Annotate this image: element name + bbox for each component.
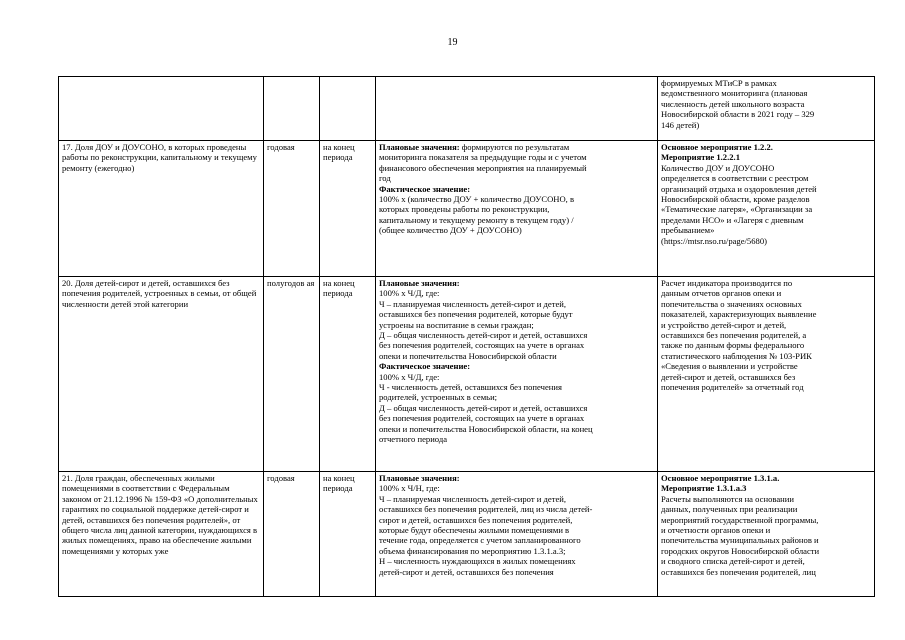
- method-line: [379, 288, 654, 298]
- table-row: [59, 141, 875, 277]
- method-line-text: Н – численность нуждающихся в жилых помещениях: [379, 556, 576, 567]
- measure-line: пределами НСО» и «Лагеря с дневным: [661, 214, 804, 225]
- method-line-text: Д – общая численность детей-сирот и детей, оставшихся: [379, 330, 588, 341]
- method-line: [379, 299, 654, 309]
- measure-line: 146 детей): [661, 119, 700, 130]
- method-line-heading: Плановые значения:: [379, 278, 460, 288]
- measure-line: «Сведения о выявлении и устройстве: [661, 361, 798, 372]
- method-line: [379, 382, 654, 392]
- measure-line: данным отчетов органов опеки и: [661, 288, 782, 299]
- method-line-text: оставшихся без попечения родителей, которые будут: [379, 309, 573, 320]
- method-line-text: формируются по результатам: [459, 142, 570, 152]
- indicator-text: 20. Доля детей-сирот и детей, оставшихся без попечения родителей, устроенных в семьи, от общей численности детей этой категории: [62, 278, 257, 309]
- measure-line: пребыванием»: [661, 225, 715, 236]
- measure-line: городских округов Новосибирской области: [661, 545, 820, 556]
- method-line: [379, 434, 654, 444]
- method-line-text: отчетного периода: [379, 434, 448, 445]
- periodicity-cell: [264, 77, 320, 141]
- method-line: [379, 424, 654, 434]
- measure-line: (https://mtsr.nso.ru/page/5680): [661, 235, 767, 246]
- method-line: [379, 351, 654, 361]
- method-line: [379, 340, 654, 350]
- method-line: [379, 361, 654, 371]
- measure-line: Мероприятие 1.3.1.а.3: [661, 483, 747, 494]
- method-line: [379, 556, 654, 566]
- method-line-text: 100% x Ч/Д, где:: [379, 371, 440, 382]
- measure-line: детей-сирот и детей, оставшихся без: [661, 371, 796, 382]
- measure-line: и отчетности органов опеки и: [661, 525, 771, 536]
- method-line-text: устроены на воспитание в семьи граждан;: [379, 319, 534, 330]
- method-cell: [376, 141, 658, 277]
- measure-cell: [658, 141, 875, 277]
- measure-line: определяется в соответствии с реестром: [661, 173, 809, 184]
- method-line: [379, 184, 654, 194]
- measure-line: данных, полученных при реализации: [661, 504, 798, 515]
- measure-line: организаций отдыха и оздоровления детей: [661, 183, 817, 194]
- measure-line: попечения родителей» за отчетный год: [661, 382, 804, 393]
- measure-line: Новосибирской области в 2021 году – 329: [661, 109, 815, 120]
- page-number: 19: [447, 37, 458, 48]
- periodicity-cell: [264, 277, 320, 472]
- method-cell: [376, 472, 658, 597]
- method-line-text: опеки и попечительства Новосибирской области: [379, 350, 557, 361]
- method-line: [379, 173, 654, 183]
- measure-line: попечительства о значениях основных: [661, 298, 802, 309]
- method-line: [379, 567, 654, 577]
- method-line-text: без попечения родителей, состоящих на учете в органах: [379, 340, 585, 351]
- measure-line: ведомственного мониторинга (плановая: [661, 88, 808, 99]
- table-row: [59, 277, 875, 472]
- method-line-text: без попечения родителей, состоящих на учете в органах: [379, 413, 585, 424]
- method-line-text: родителей, устроенных в семьи;: [379, 392, 498, 403]
- term-cell: [320, 77, 376, 141]
- method-line-text: 100% x (количество ДОУ + количество ДОУСОНО, в: [379, 194, 575, 205]
- method-line: [379, 504, 654, 514]
- method-line-text: которых проведены работы по реконструкции,: [379, 204, 550, 215]
- method-line: [379, 483, 654, 493]
- measure-line: Количество ДОУ и ДОУСОНО: [661, 162, 775, 173]
- measure-line: формируемых МТиСР в рамках: [661, 78, 777, 88]
- term-text: на конец периода: [323, 278, 355, 299]
- indicator-cell: [59, 141, 264, 277]
- periodicity-text: полугодов ая: [267, 278, 315, 288]
- measure-line: и сводного списка детей-сирот и детей,: [661, 556, 805, 567]
- periodicity-cell: [264, 472, 320, 597]
- term-text: на конец периода: [323, 473, 355, 494]
- method-line-text: Ч – планируемая численность детей-сирот и детей,: [379, 493, 567, 504]
- measure-line: Расчет индикатора производится по: [661, 278, 793, 288]
- method-line: [379, 403, 654, 413]
- term-cell: [320, 141, 376, 277]
- measure-line: Основное мероприятие 1.3.1.а.: [661, 473, 780, 483]
- method-line-text: 100% x Ч/Н, где:: [379, 483, 440, 494]
- measure-line: статистического наблюдения № 103-РИК: [661, 350, 812, 361]
- indicators-table: [58, 76, 875, 597]
- periodicity-text: годовая: [267, 142, 295, 152]
- method-line-text: (общее количество ДОУ + ДОУСОНО): [379, 225, 522, 236]
- method-line-text: Д – общая численность детей-сирот и детей, оставшихся: [379, 402, 588, 413]
- measure-line: Расчеты выполняются на основании: [661, 493, 794, 504]
- method-line: [379, 515, 654, 525]
- method-line: [379, 413, 654, 423]
- method-line: [379, 494, 654, 504]
- method-line: [379, 473, 654, 483]
- method-line: [379, 525, 654, 535]
- measure-line: численность детей школьного возраста: [661, 98, 805, 109]
- method-cell: [376, 77, 658, 141]
- table-row: [59, 472, 875, 597]
- measure-line: оставшихся без попечения родителей, лиц: [661, 566, 816, 577]
- method-line: [379, 204, 654, 214]
- indicator-cell: [59, 77, 264, 141]
- measure-line: мероприятий государственной программы,: [661, 514, 819, 525]
- indicator-text: 21. Доля граждан, обеспеченных жилыми помещениями в соответствии с Федеральным законом от 21.12.1996 № 159-ФЗ «О дополнительных гарантиях по социальной поддержке детей-сирот и детей, оставшихся без попечения родителей», от общего числа лиц данной категории, нуждающихся в жилых помещениях, право на обеспечение жилыми помещениями у которых уже: [62, 473, 258, 556]
- method-line-text: год: [379, 173, 391, 184]
- method-line-text: опеки и попечительства Новосибирской области, на конец: [379, 423, 593, 434]
- method-line-heading: Фактическое значение:: [379, 361, 471, 372]
- method-line-heading: Плановые значения:: [379, 473, 460, 483]
- method-line: [379, 330, 654, 340]
- method-cell: [376, 277, 658, 472]
- measure-line: Основное мероприятие 1.2.2.: [661, 142, 773, 152]
- measure-cell: [658, 277, 875, 472]
- method-line-heading: Плановые значения:: [379, 142, 460, 152]
- term-cell: [320, 277, 376, 472]
- indicator-cell: [59, 472, 264, 597]
- method-line: [379, 215, 654, 225]
- measure-line: попечительства муниципальных районов и: [661, 535, 819, 546]
- measure-line: Новосибирской области, кроме разделов: [661, 194, 810, 205]
- method-line-text: финансового обеспечения мероприятия на планируемый: [379, 162, 587, 173]
- measure-line: «Тематические лагеря», «Организации за: [661, 204, 813, 215]
- method-line-text: Ч - численность детей, оставшихся без попечения: [379, 382, 562, 393]
- indicator-text: 17. Доля ДОУ и ДОУСОНО, в которых проведены работы по реконструкции, капитальному и текущему ремонту (ежегодно): [62, 142, 257, 173]
- measure-line: показателей, характеризующих выявление: [661, 309, 817, 320]
- method-line: [379, 278, 654, 288]
- method-line: [379, 163, 654, 173]
- method-line: [379, 320, 654, 330]
- term-text: на конец периода: [323, 142, 355, 163]
- measure-line: оставшихся без попечения родителей, а: [661, 330, 807, 341]
- measure-line: Мероприятие 1.2.2.1: [661, 152, 740, 163]
- table-row: [59, 77, 875, 141]
- method-line-text: Ч – планируемая численность детей-сирот и детей,: [379, 298, 567, 309]
- term-cell: [320, 472, 376, 597]
- method-line-text: объема финансирования по мероприятию 1.3.1.а.3;: [379, 545, 566, 556]
- indicator-cell: [59, 277, 264, 472]
- method-line-text: течение года, определяется с учетом запланированного: [379, 535, 581, 546]
- method-line: [379, 142, 654, 152]
- measure-cell: [658, 472, 875, 597]
- measure-line: также по данным формы федерального: [661, 340, 805, 351]
- method-line: [379, 546, 654, 556]
- periodicity-text: годовая: [267, 473, 295, 483]
- method-line-text: мониторинга показателя за предыдущие годы и с учетом: [379, 152, 587, 163]
- method-line-heading: Фактическое значение:: [379, 183, 471, 194]
- method-line: [379, 535, 654, 545]
- method-line: [379, 225, 654, 235]
- method-line-text: детей-сирот и детей, оставшихся без попечения: [379, 566, 554, 577]
- periodicity-cell: [264, 141, 320, 277]
- method-line-text: сирот и детей, оставшихся без попечения родителей,: [379, 514, 573, 525]
- measure-line: и устройство детей-сирот и детей,: [661, 319, 787, 330]
- measure-cell: [658, 77, 875, 141]
- method-line: [379, 372, 654, 382]
- method-line: [379, 309, 654, 319]
- method-line-text: капитальному и текущему ремонту в текущем году) /: [379, 214, 574, 225]
- method-line: [379, 392, 654, 402]
- method-line-text: которые будут обеспечены жилыми помещениями в: [379, 525, 570, 536]
- method-line: [379, 152, 654, 162]
- method-line: [379, 194, 654, 204]
- method-line-text: оставшихся без попечения родителей, лиц из числа детей-: [379, 504, 593, 515]
- method-line-text: 100% x Ч/Д, где:: [379, 288, 440, 299]
